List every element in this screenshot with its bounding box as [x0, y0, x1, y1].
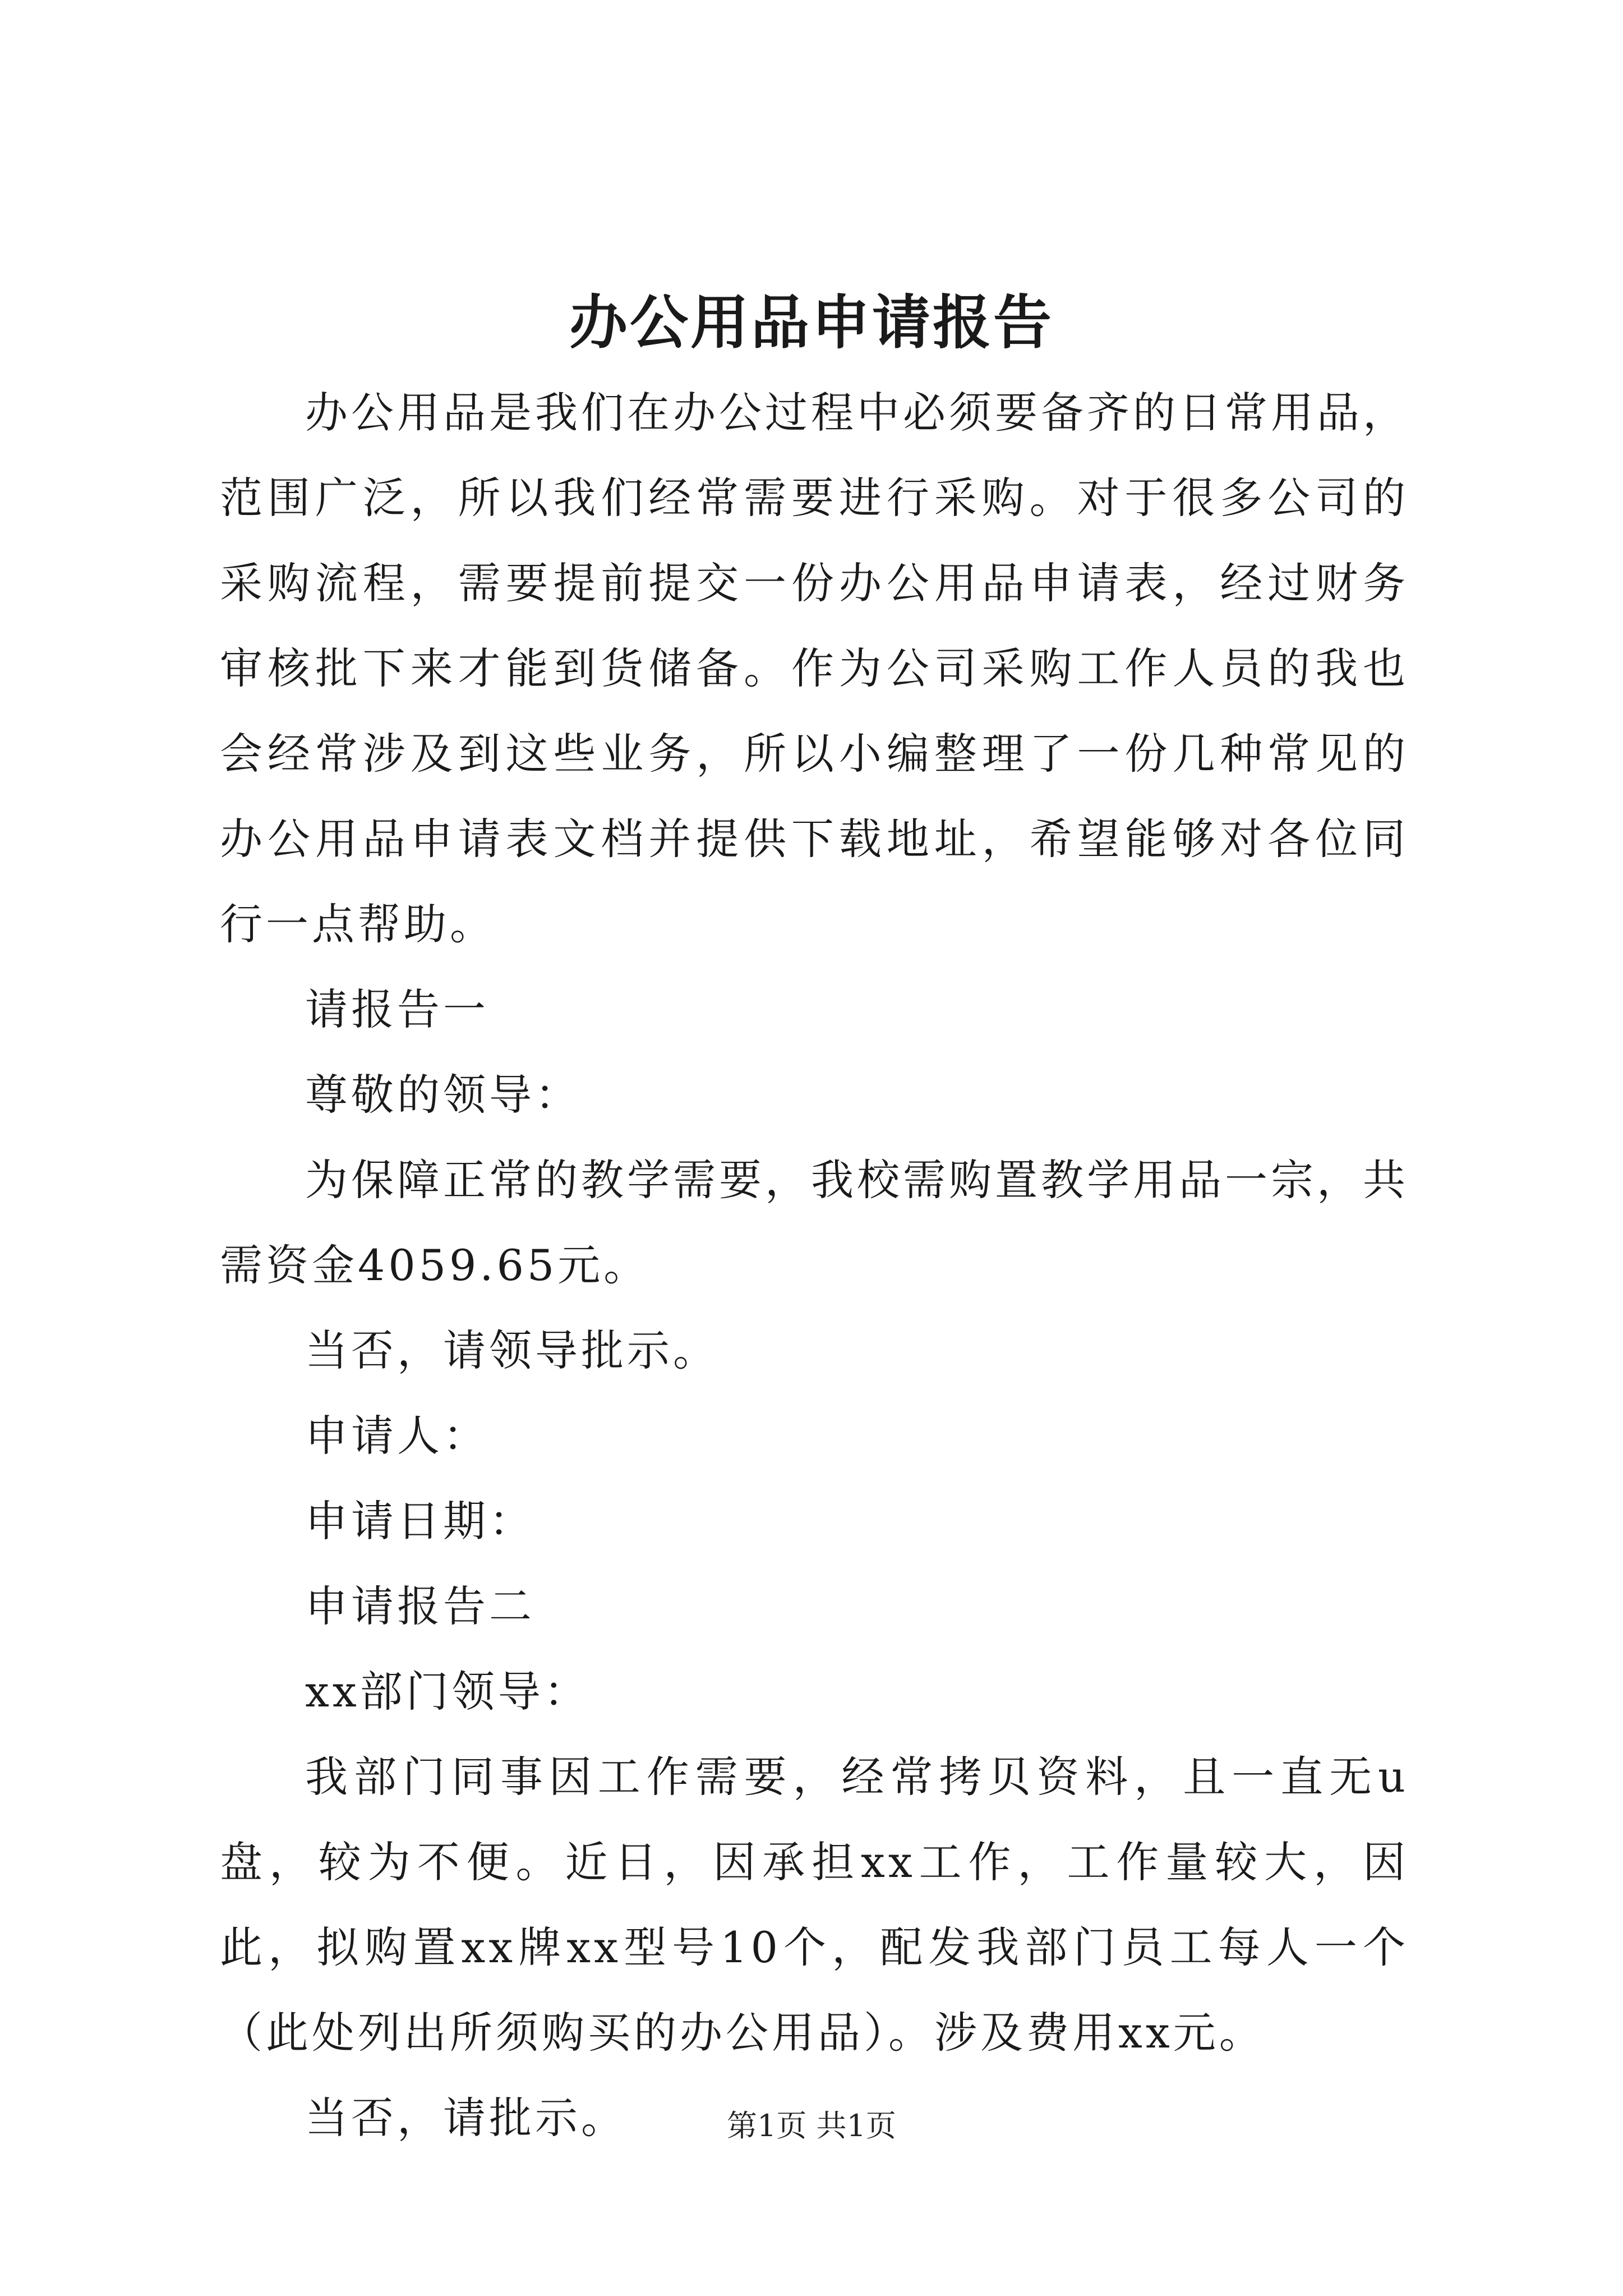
document-body: [220, 370, 1409, 2161]
paragraph-report-one-heading: 请报告一: [305, 984, 489, 1034]
paragraph-intro: 办公用品是我们在办公过程中必须要备齐的日常用品，范围广泛，所以我们经常需要进行采购。对于很多公司的采购流程，需要提前提交一份办公用品申请表，经过财务审核批下来才能到货储备。作为公司采购工作人员的我也会经常涉及到这些业务，所以小编整理了一份几种常见的办公用品申请表文档并提供下载地址，希望能够对各位同行一点帮助。: [220, 388, 1409, 949]
paragraph-approval-one: 当否，请领导批示。: [305, 1326, 719, 1375]
paragraph-salutation-one: 尊敬的领导：: [305, 1070, 581, 1120]
page-footer: 第1页 共1页: [727, 2108, 896, 2143]
paragraph-salutation-two: xx部门领导：: [305, 1667, 590, 1717]
paragraph-report-two-heading: 申请报告二: [305, 1581, 535, 1631]
paragraph-application-date: 申请日期：: [305, 1496, 535, 1546]
paragraph-approval-two: 当否，请批示。: [305, 2093, 627, 2143]
paragraph-request-two: 我部门同事因工作需要，经常拷贝资料，且一直无u盘，较为不便。近日，因承担xx工作，工作量较大，因此，拟购置xx牌xx型号10个，配发我部门员工每人一个（此处列出所须购买的办公用品）。涉及费用xx元。: [220, 1752, 1409, 2058]
document-title: 办公用品申请报告: [569, 288, 1054, 357]
paragraph-request-one: 为保障正常的教学需要，我校需购置教学用品一宗，共需资金4059.65元。: [220, 1155, 1409, 1290]
paragraph-applicant: 申请人：: [305, 1411, 489, 1461]
